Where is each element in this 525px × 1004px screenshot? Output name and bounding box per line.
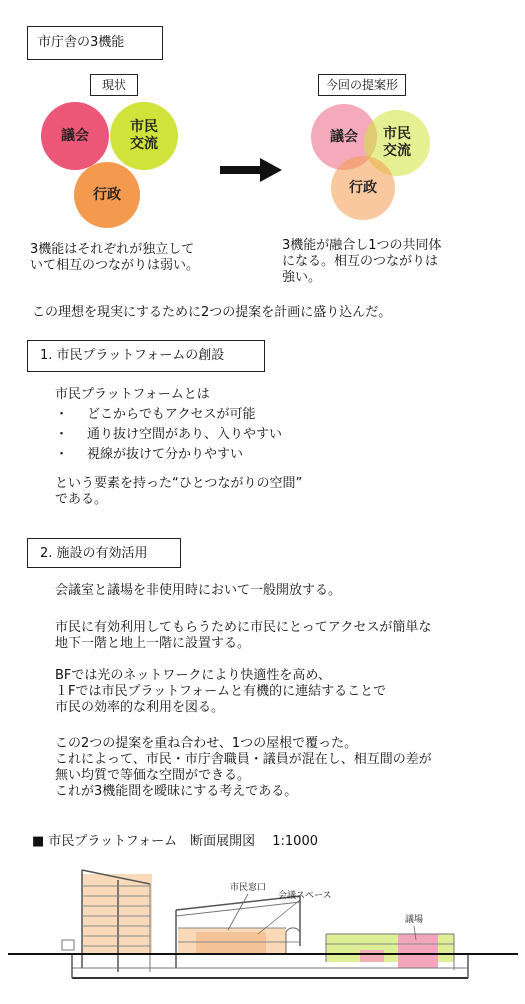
platform-building	[176, 896, 300, 968]
current-label: 現状	[90, 74, 138, 96]
section2-paragraph-4: この2つの提案を重ね合わせ、1つの屋根で覆った。 これによって、市民・市庁舎職員・議員が混在し、相互間の差が 無い均質で等価な空間ができる。 これが3機能間を曖昧にする考えである。	[55, 736, 432, 799]
section-diagram-heading: ■ 市民プラットフォーム 断面展開図 1:1000	[32, 834, 318, 849]
bullet-mark: ・	[55, 407, 69, 422]
label-leader-line	[228, 894, 248, 930]
platform-arch	[286, 928, 300, 954]
gyosei-circle: 行政	[74, 162, 140, 228]
label-citizen-counter: 市民窓口	[230, 883, 267, 893]
bullet-mark: ・	[55, 427, 69, 442]
proposal-description: 3機能が融合し1つの共同体 になる。相互のつながりは 強い。	[282, 238, 442, 285]
page-title: 市庁舎の3機能	[27, 26, 163, 60]
shimin-light-circle: 市民 交流	[364, 110, 430, 176]
left-tower	[82, 870, 152, 972]
gyosei-light-circle: 行政	[331, 156, 395, 220]
list-item	[55, 405, 282, 425]
section1-lead: 市民プラットフォームとは	[55, 387, 210, 402]
chamber-building	[326, 934, 454, 970]
meeting-space-fill	[196, 932, 266, 954]
section1-heading: 1. 市民プラットフォームの創設	[27, 340, 265, 372]
platform-roof-inner	[176, 902, 300, 916]
bullet-text: 視線が抜けて分かりやすい	[87, 447, 244, 462]
list-item	[55, 445, 282, 465]
list-item	[55, 425, 282, 445]
bullet-text: どこからでもアクセスが可能	[87, 407, 256, 422]
bullet-text: 通り抜け空間があり、入りやすい	[87, 427, 283, 442]
intro-text: この理想を現実にするために2つの提案を計画に盛り込んだ。	[32, 305, 392, 320]
section2-paragraph-3: BFでは光のネットワークにより快適性を高め、 １Fでは市民プラットフォームと有機的に連結することで 市民の効率的な利用を図る。	[55, 668, 387, 715]
proposal-label: 今回の提案形	[318, 74, 406, 96]
section1-bullet-list	[55, 405, 282, 465]
chamber-fill-small	[360, 950, 384, 962]
section-elevation-diagram	[0, 860, 525, 1000]
chamber-fill	[398, 934, 438, 968]
shimin-circle: 市民 交流	[110, 102, 178, 170]
arrow-right-icon	[220, 158, 282, 182]
gikai-circle: 議会	[41, 102, 109, 170]
label-meeting-space: 会議スペース	[278, 891, 332, 901]
section2-heading: 2. 施設の有効活用	[27, 538, 181, 568]
current-description: 3機能はそれぞれが独立して いて相互のつながりは弱い。	[30, 242, 200, 273]
left-annex	[62, 940, 74, 950]
bullet-mark: ・	[55, 447, 69, 462]
section1-closing: という要素を持った“ひとつながりの空間” である。	[55, 476, 303, 507]
gikai-light-circle: 議会	[311, 104, 377, 170]
section2-paragraph-1: 会議室と議場を非使用時において一般開放する。	[55, 583, 342, 598]
section2-paragraph-2: 市民に有効利用してもらうために市民にとってアクセスが簡単な 地下一階と地上一階に設置する。	[55, 620, 432, 651]
label-assembly-hall: 議場	[405, 915, 424, 925]
